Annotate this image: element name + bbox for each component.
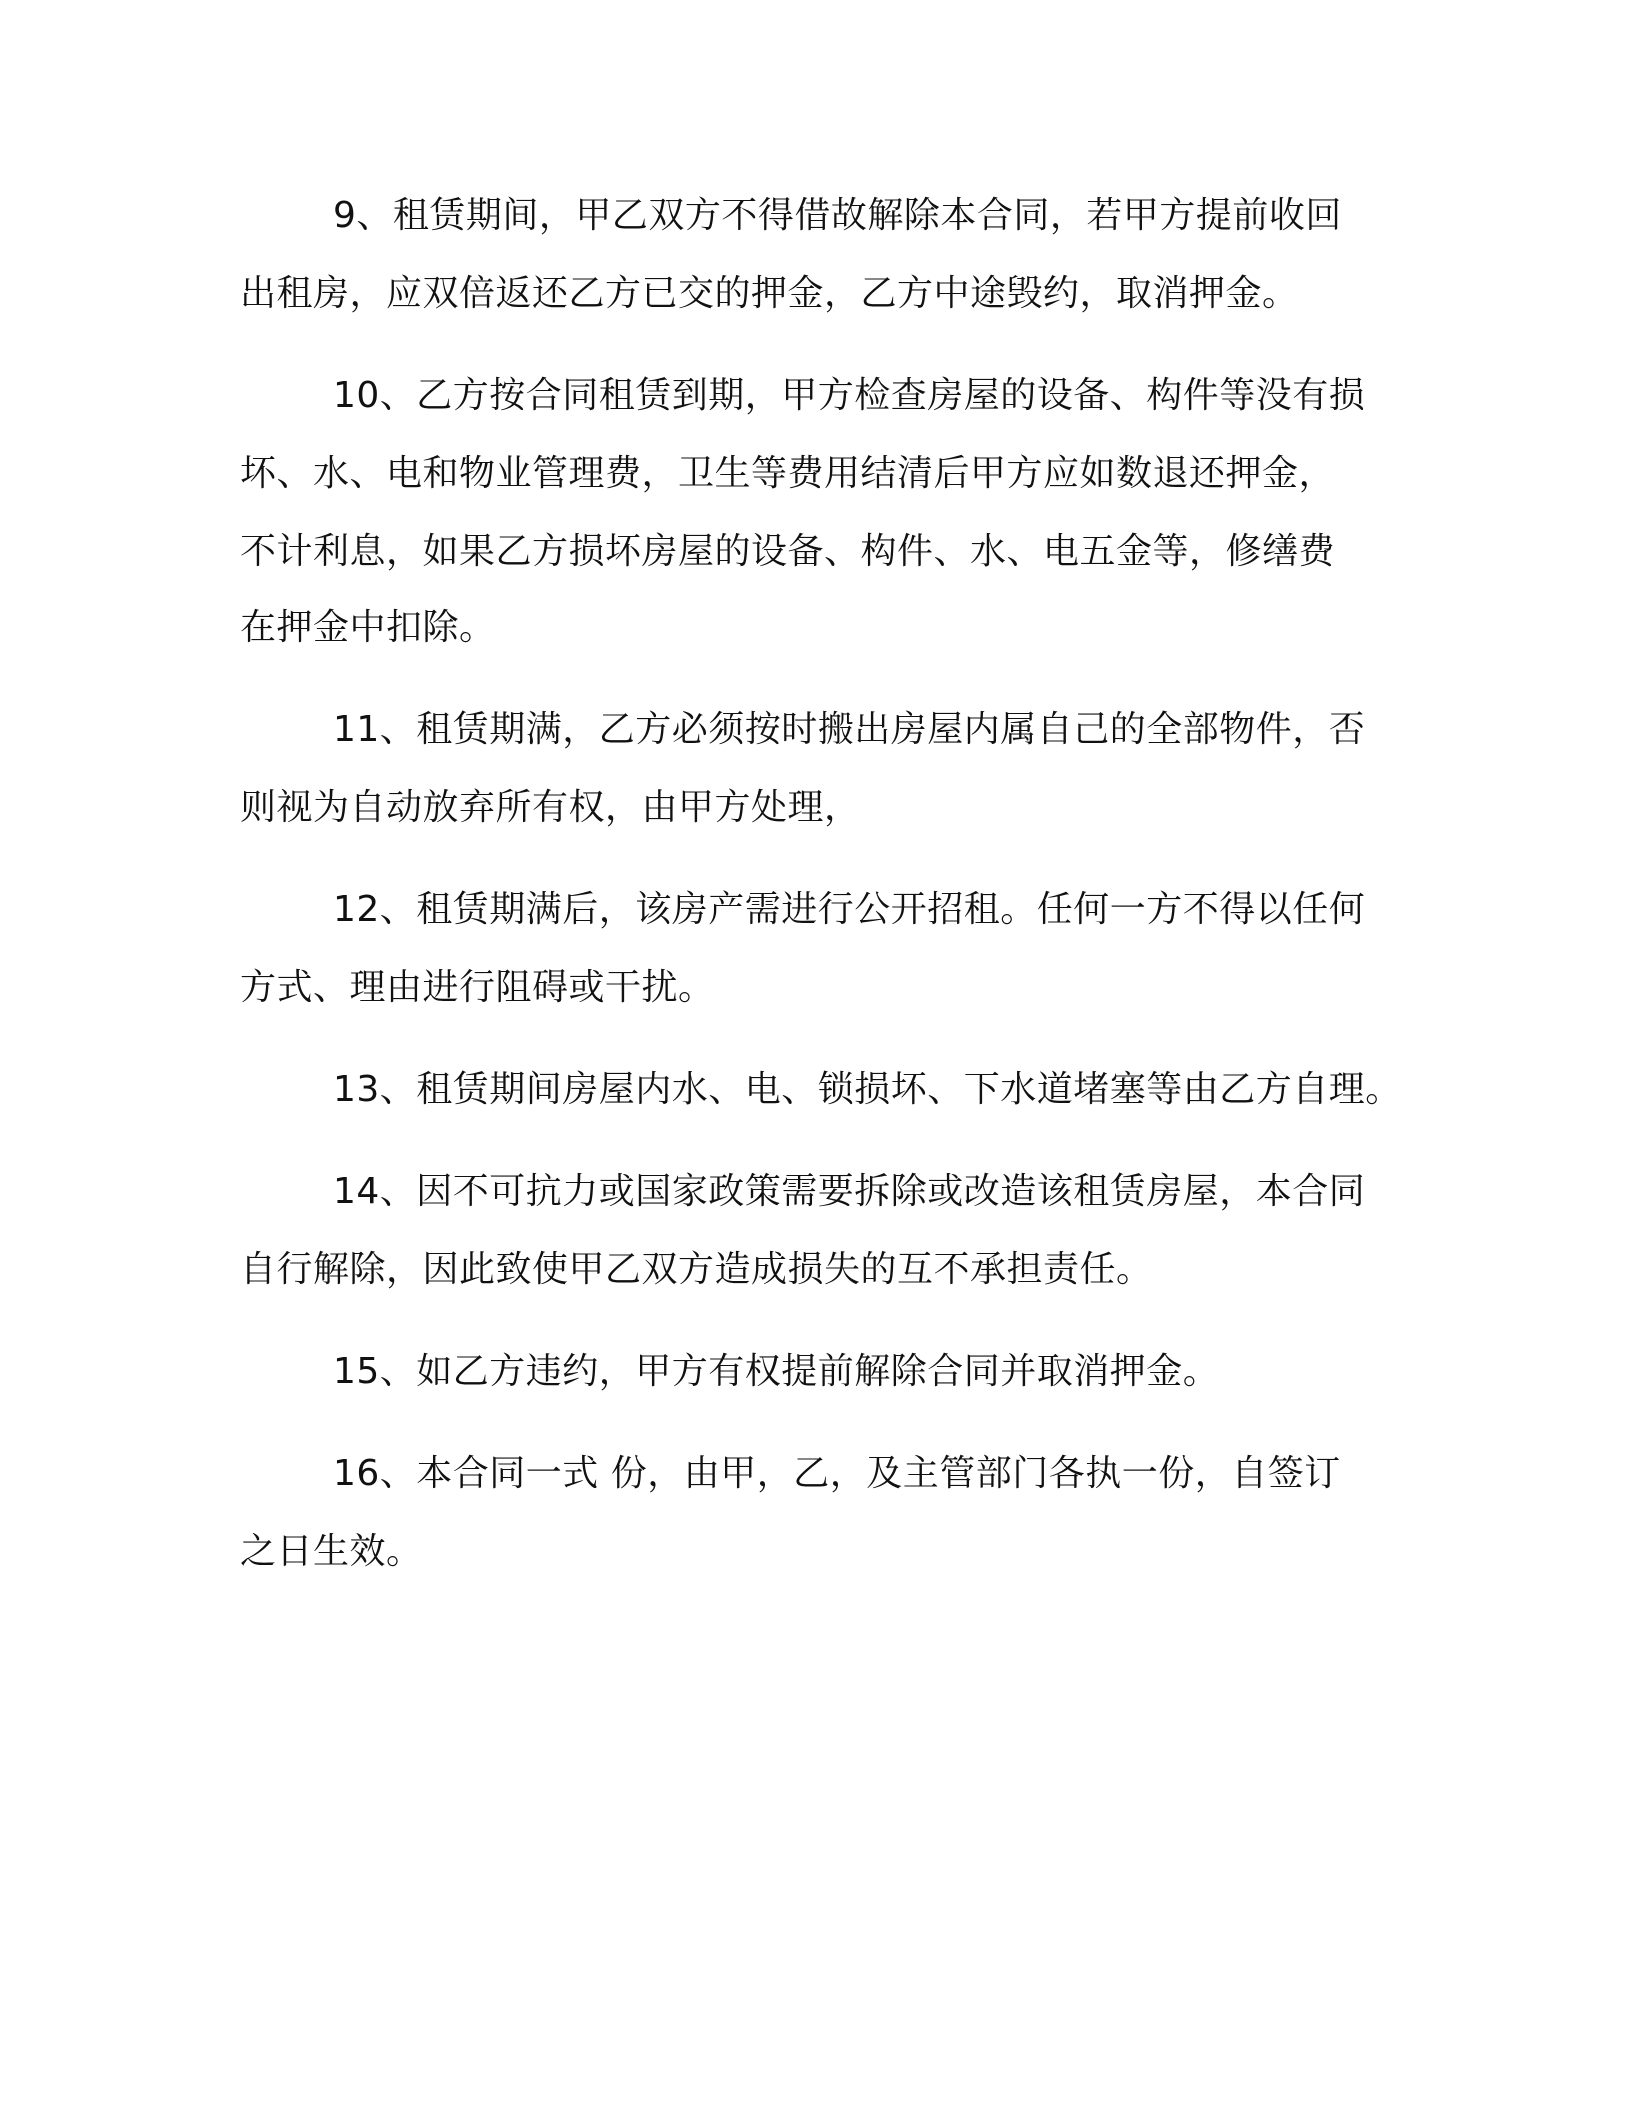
clause-11-line-2: 则视为自动放弃所有权，由甲方处理，: [240, 787, 861, 828]
clause-11-line-1: 11、租赁期满，乙方必须按时搬出房屋内属自己的全部物件，否: [333, 709, 1366, 750]
clause-14-line-2: 自行解除，因此致使甲乙双方造成损失的互不承担责任。: [240, 1249, 1153, 1290]
clause-16-line-1: 16、本合同一式 份，由甲，乙，及主管部门各执一份，自签订: [333, 1453, 1341, 1494]
clause-15-line-1: 15、如乙方违约，甲方有权提前解除合同并取消押金。: [333, 1351, 1220, 1392]
clause-12-line-2: 方式、理由进行阻碍或干扰。: [240, 967, 715, 1008]
clause-10-line-1: 10、乙方按合同租赁到期，甲方检查房屋的设备、构件等没有损: [333, 375, 1366, 416]
clause-16-line-2: 之日生效。: [240, 1531, 423, 1572]
clause-10-line-4: 在押金中扣除。: [240, 607, 496, 648]
clause-9-line-1: 9、租赁期间，甲乙双方不得借故解除本合同，若甲方提前收回: [333, 195, 1342, 236]
clause-13-line-1: 13、租赁期间房屋内水、电、锁损坏、下水道堵塞等由乙方自理。: [333, 1069, 1402, 1110]
clause-14-line-1: 14、因不可抗力或国家政策需要拆除或改造该租赁房屋，本合同: [333, 1171, 1366, 1212]
clause-9-line-2: 出租房，应双倍返还乙方已交的押金，乙方中途毁约，取消押金。: [240, 273, 1299, 314]
clause-12-line-1: 12、租赁期满后，该房产需进行公开招租。任何一方不得以任何: [333, 889, 1366, 930]
clause-10-line-3: 不计利息，如果乙方损坏房屋的设备、构件、水、电五金等，修缮费: [240, 531, 1336, 572]
clause-10-line-2: 坏、水、电和物业管理费，卫生等费用结清后甲方应如数退还押金，: [240, 453, 1336, 494]
